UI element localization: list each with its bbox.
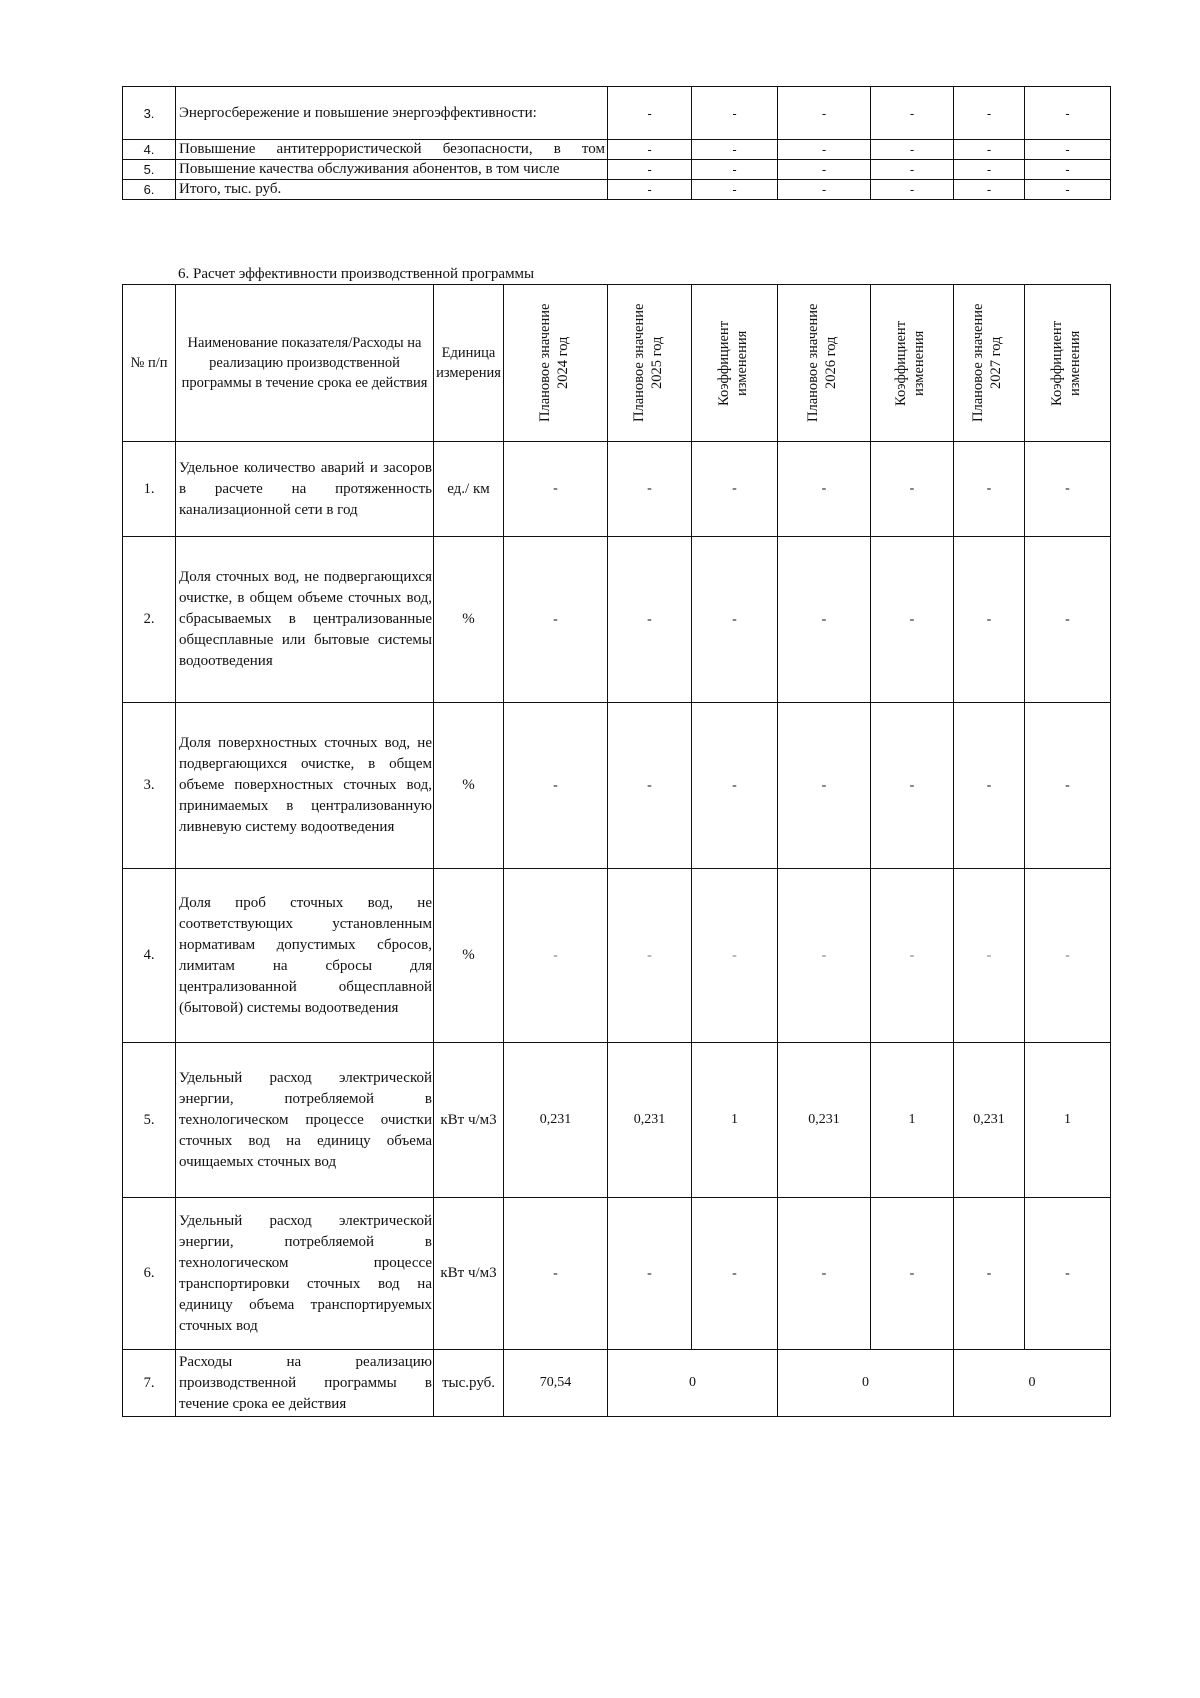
row-value: - [1025, 140, 1111, 160]
table-row [123, 1198, 1111, 1350]
value-cell: - [1025, 537, 1111, 703]
value-cell: - [692, 442, 778, 537]
value-cell: - [871, 703, 954, 869]
indicator-name: Расходы на реализацию производственной программы в течение срока ее действия [176, 1350, 434, 1417]
row-value: - [871, 180, 954, 200]
value-cell: - [608, 537, 692, 703]
value-cell: - [608, 1198, 692, 1350]
unit-cell: % [434, 869, 504, 1043]
row-value: - [692, 87, 778, 140]
value-cell: - [778, 703, 871, 869]
value-cell: - [692, 1198, 778, 1350]
row-value: - [871, 87, 954, 140]
header-unit: Единица измерения [434, 285, 504, 442]
row-value: - [954, 140, 1025, 160]
value-cell: - [871, 1198, 954, 1350]
row-value: - [692, 180, 778, 200]
row-value: - [692, 140, 778, 160]
value-cell: - [778, 537, 871, 703]
row-number: 5. [123, 160, 176, 180]
row-name: Повышение антитеррористической безопасности, в том [176, 140, 608, 160]
value-cell: - [954, 1198, 1025, 1350]
value-cell: - [1025, 869, 1111, 1043]
row-value: - [871, 160, 954, 180]
row-value: - [1025, 180, 1111, 200]
row-number: 1. [123, 442, 176, 537]
indicator-name: Удельный расход электрической энергии, потребляемой в технологическом процессе транспортировки сточных вод на единицу объема транспортируемых сточных вод [176, 1198, 434, 1350]
value-cell: - [1025, 703, 1111, 869]
value-cell: - [608, 703, 692, 869]
value-cell: - [608, 869, 692, 1043]
top-table-row [123, 160, 1111, 180]
row-number: 4. [123, 140, 176, 160]
row-number: 3. [123, 87, 176, 140]
unit-cell: кВт ч/м3 [434, 1198, 504, 1350]
section-title: 6. Расчет эффективности производственной программы [178, 266, 535, 282]
value-cell: 0 [778, 1350, 954, 1417]
row-value: - [1025, 87, 1111, 140]
indicator-name: Доля проб сточных вод, не соответствующих установленным нормативам допустимых сбросов, лимитам на сбросы для централизованной общесплавной (бытовой) системы водоотведения [176, 869, 434, 1043]
table-row [123, 869, 1111, 1043]
value-cell: 1 [871, 1043, 954, 1198]
value-cell: - [504, 869, 608, 1043]
value-cell: - [954, 869, 1025, 1043]
value-cell: - [608, 442, 692, 537]
value-cell: - [692, 703, 778, 869]
top-table-row [123, 140, 1111, 160]
table-row [123, 442, 1111, 537]
table-row [123, 1043, 1111, 1198]
value-cell: - [1025, 442, 1111, 537]
indicator-name: Доля сточных вод, не подвергающихся очистке, в общем объеме сточных вод, сбрасываемых в централизованные общесплавные или бытовые системы водоотведения [176, 537, 434, 703]
value-cell: 0,231 [778, 1043, 871, 1198]
unit-cell: кВт ч/м3 [434, 1043, 504, 1198]
value-cell: - [504, 1198, 608, 1350]
row-value: - [778, 140, 871, 160]
value-cell: - [504, 442, 608, 537]
efficiency-table [122, 284, 1111, 1417]
table-row [123, 703, 1111, 869]
header-plan-2025: Плановое значение 2025 год [608, 285, 692, 442]
indicator-name: Удельный расход электрической энергии, потребляемой в технологическом процессе очистки сточных вод на единицу объема очищаемых сточных вод [176, 1043, 434, 1198]
row-name: Энергосбережение и повышение энергоэффективности: [176, 87, 608, 140]
value-cell: - [778, 442, 871, 537]
indicator-name: Удельное количество аварий и засоров в расчете на протяженность канализационной сети в год [176, 442, 434, 537]
row-number: 5. [123, 1043, 176, 1198]
value-cell: - [871, 537, 954, 703]
value-cell: - [778, 1198, 871, 1350]
top-table [122, 86, 1111, 200]
row-value: - [608, 180, 692, 200]
header-plan-2026: Плановое значение 2026 год [778, 285, 871, 442]
value-cell: - [778, 869, 871, 1043]
header-plan-2027: Плановое значение 2027 год [954, 285, 1025, 442]
row-number: 4. [123, 869, 176, 1043]
table-row [123, 537, 1111, 703]
value-cell: - [692, 537, 778, 703]
value-cell: 0 [608, 1350, 778, 1417]
row-value: - [1025, 160, 1111, 180]
header-coef-1: Коэффициент изменения [692, 285, 778, 442]
value-cell: 0,231 [608, 1043, 692, 1198]
row-name: Повышение качества обслуживания абонентов, в том числе [176, 160, 608, 180]
value-cell: 70,54 [504, 1350, 608, 1417]
header-row [123, 285, 1111, 442]
indicator-name: Доля поверхностных сточных вод, не подвергающихся очистке, в общем объеме поверхностных сточных вод, принимаемых в централизованную ливневую систему водоотведения [176, 703, 434, 869]
row-value: - [608, 160, 692, 180]
value-cell: - [871, 869, 954, 1043]
row-name: Итого, тыс. руб. [176, 180, 608, 200]
row-number: 6. [123, 180, 176, 200]
top-table-row [123, 87, 1111, 140]
row-value: - [608, 87, 692, 140]
unit-cell: тыс.руб. [434, 1350, 504, 1417]
value-cell: 0 [954, 1350, 1111, 1417]
value-cell: - [1025, 1198, 1111, 1350]
row-value: - [778, 160, 871, 180]
header-num: № п/п [123, 285, 176, 442]
row-number: 3. [123, 703, 176, 869]
value-cell: 1 [1025, 1043, 1111, 1198]
table-row [123, 1350, 1111, 1417]
row-value: - [778, 87, 871, 140]
value-cell: - [504, 703, 608, 869]
row-number: 7. [123, 1350, 176, 1417]
header-coef-3: Коэффициент изменения [1025, 285, 1111, 442]
row-value: - [778, 180, 871, 200]
row-number: 2. [123, 537, 176, 703]
value-cell: - [954, 442, 1025, 537]
value-cell: 1 [692, 1043, 778, 1198]
row-value: - [954, 160, 1025, 180]
value-cell: - [954, 537, 1025, 703]
value-cell: - [954, 703, 1025, 869]
row-value: - [954, 180, 1025, 200]
unit-cell: % [434, 703, 504, 869]
row-value: - [871, 140, 954, 160]
row-number: 6. [123, 1198, 176, 1350]
row-value: - [954, 87, 1025, 140]
header-plan-2024: Плановое значение 2024 год [504, 285, 608, 442]
row-value: - [692, 160, 778, 180]
unit-cell: ед./ км [434, 442, 504, 537]
top-table-row [123, 180, 1111, 200]
row-value: - [608, 140, 692, 160]
header-coef-2: Коэффициент изменения [871, 285, 954, 442]
value-cell: 0,231 [504, 1043, 608, 1198]
unit-cell: % [434, 537, 504, 703]
value-cell: - [504, 537, 608, 703]
value-cell: - [871, 442, 954, 537]
header-name: Наименование показателя/Расходы на реализацию производственной программы в течение срока ее действия [176, 285, 434, 442]
value-cell: - [692, 869, 778, 1043]
value-cell: 0,231 [954, 1043, 1025, 1198]
